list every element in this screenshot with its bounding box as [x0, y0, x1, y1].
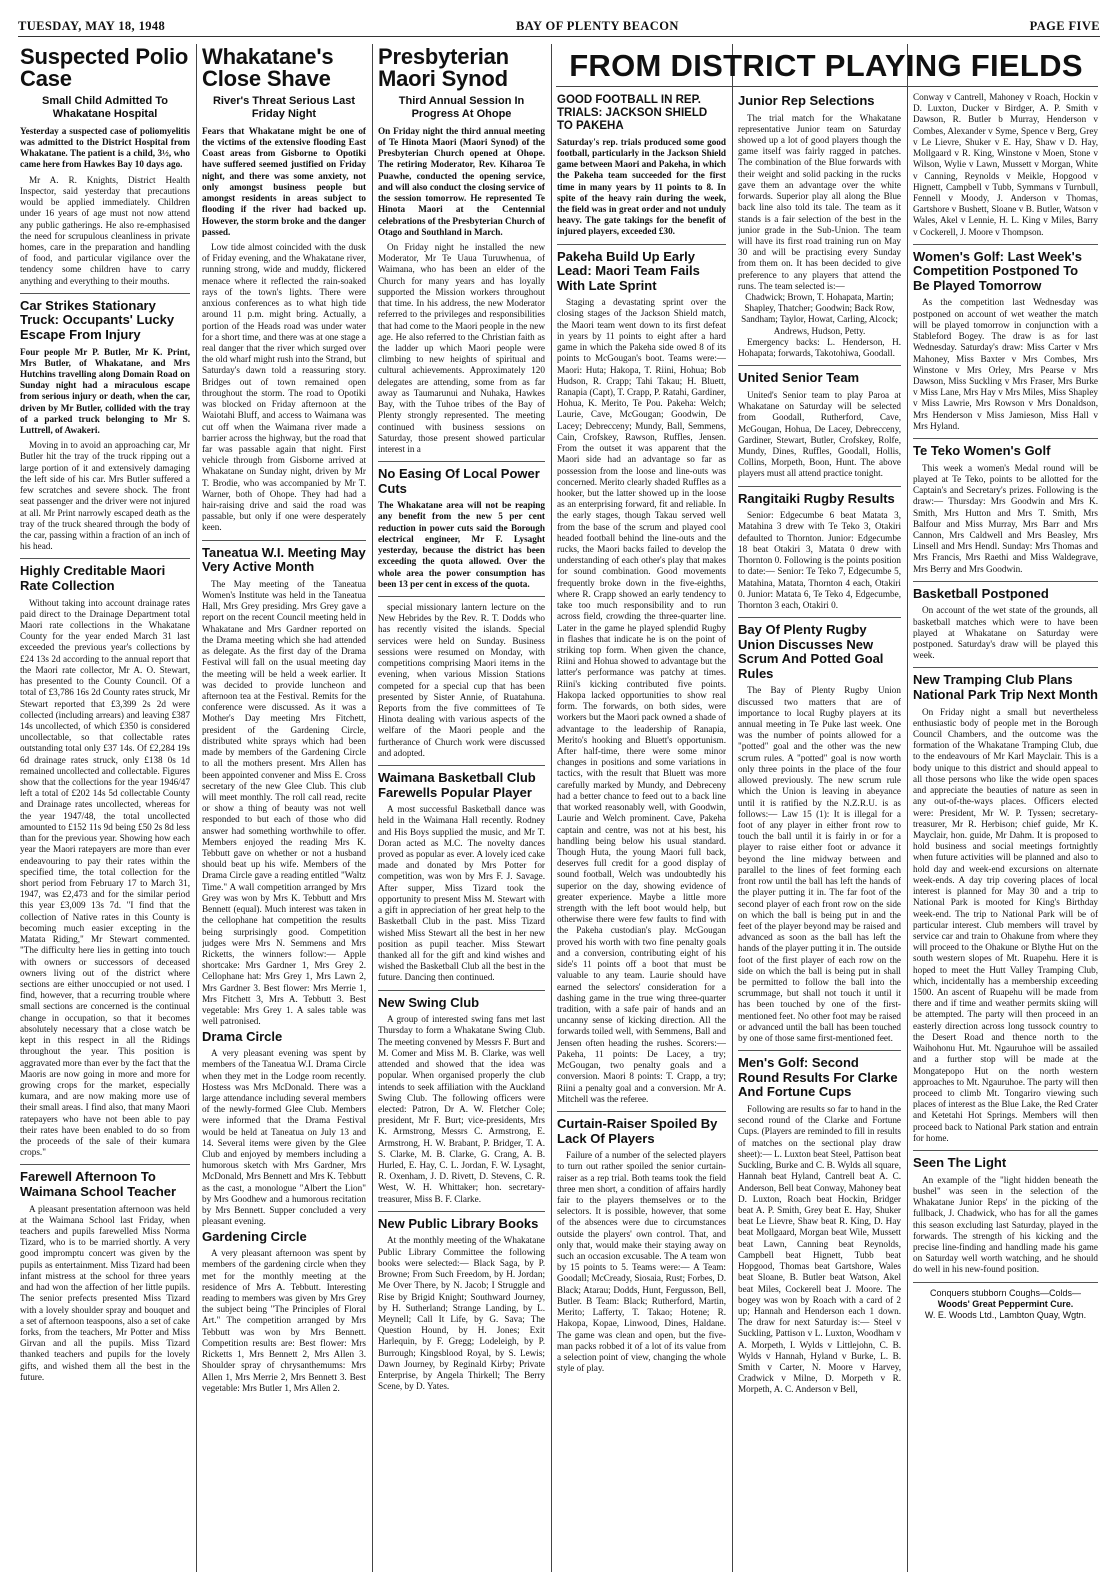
- article-headline: Rangitaiki Rugby Results: [738, 490, 895, 506]
- article-subhead: River's Threat Serious Last Friday Night: [212, 94, 355, 120]
- column-3: [378, 44, 545, 1572]
- article-divider: [738, 486, 901, 487]
- ad-text: Conquers stubborn Coughs—Colds—: [929, 1287, 1082, 1298]
- paper-name: BAY OF PLENTY BEACON: [516, 18, 679, 33]
- article-headline: Seen The Light: [913, 1155, 1007, 1171]
- article-divider: [20, 293, 190, 294]
- article-body: Senior: Edgecumbe 6 beat Matata 3, Matahina 3 drew with Te Teko 3, Otakiri defaulted to Thornton. Junior: Edgecumbe 18 beat Otakiri 3, Matata 0 drew with Thornton 0. Following is the points position to date:— Senior: Te Teko 7, Edgecumbe 5, Matahina, Matata, Thornton 4 each, Otakiri 0. Junior: Matata 6, Te Teko 4, Edgecumbe, Thornton 3 each, Otakiri 0.: [738, 510, 901, 610]
- article-divider: [378, 461, 545, 462]
- article-divider: [738, 1050, 901, 1051]
- article-divider: [913, 581, 1098, 582]
- article-divider: [913, 1282, 1098, 1283]
- column-rule: [907, 44, 908, 1572]
- article-headline: Farewell Afternoon To Waimana School Teacher: [20, 1169, 177, 1200]
- article-body: On Friday night he installed the new Moderator, Mr Te Uaua Turuwhenua, of Waimana, who has been an elder of the Church for many years and has loyally supported the Mission workers throughout that time. In his address, the new Moderator referred to the privileges and responsibilities that had come to the Maori people in the new age. He also referred to the Christian faith as the ladder up which Maori people were climbing to new heights of spiritual and cultural achievements. Approximately 120 delegates are attending, some from as far away as Taumarunui and Nuhaka, Hawkes Bay, with the Tuhoe tribes of the Bay of Plenty strongly represented. The meeting continued with business sessions on Saturday, those present showed particular interest in a: [378, 242, 545, 454]
- article-headline: Junior Rep Selections: [738, 93, 875, 108]
- article-body: United's Senior team to play Paroa at Whakatane on Saturday will be selected from Goodall, Rutherford, Cave, McGougan, Hohua, De Lacey, Debrecceny, Gardiner, Stewart, Butler, Crofskey, Rolfe, Mundy, Dines, Ruffles, Goodall, Hollis, Collins, Morpeth, Boon, Hunt. The above players must all attend practice tonight.: [738, 389, 901, 479]
- article-divider: [738, 617, 901, 618]
- article-body: Without taking into account drainage rates paid direct to the Drainage Department total Maori rate collections in the Whakatane County for the year ended March 31 last exceeded the previous year's collections by £24 13s 2d according to the annual report that the Maori rate collector, Mr A. O. Stewart, has presented to the County Council. Of a total of £3,786 16s 2d County rates struck, Mr Stewart reported that £3,399 2s 2d were collected (including arrears) and leaving £387 14s uncollected, of which £350 is considered uncollectable, so that collectable rates outstanding total only £37 14s. Of £2,284 19s 6d drainage rates struck, only £138 0s 1d remained uncollected and collectable. Figures show that the collections for the year 1946/47 left a total of £202 14s 5d collectable County and Drainage rates uncollected, whereas for the year 1947/48, the total uncollected amounted to £152 11s 9d being £50 2s 8d less than for the previous year. Showing how each year the Maori ratepayers are more than ever endeavouring to pay their rates within the specified time, the total collection for the short period from February 17 to March 31, 1947, was £2,473 and for the similar period this year £3,009 13s 7d. "I find that the collection of Native rates in this County is becoming much easier excepting in the Matata Riding," Mr Stewart commented. "The difficulty here lies in getting into touch with owners or successors of deceased owners living out of the district where sections are either unoccupied or not used. I find, however, that a recurring trouble where small sections are concerned is the continual change in occupation, so that it becomes absolutely necessary that a close watch be kept in this respect in all the Ridings throughout the year. This position is aggravated more than ever by the fact that the Maoris are now going in more and more for growing crops for the market, especially kumara, and are now making more use of their small areas. I find also, that many Maori ratepayers who have not been able to pay their rates have been enabled to do so from the proceeds of the sale of their kumara crops.": [20, 597, 190, 1158]
- article-divider: [738, 365, 901, 366]
- section-header: FROM DISTRICT PLAYING FIELDS: [569, 48, 1083, 83]
- article-headline: Curtain-Raiser Spoiled By Lack Of Players: [557, 1115, 718, 1146]
- article-divider: [913, 438, 1098, 439]
- article-headline: United Senior Team: [738, 370, 860, 386]
- article-headline: Te Teko Women's Golf: [913, 443, 1051, 459]
- article-body: At the monthly meeting of the Whakatane Public Library Committee the following books were selected:— Black Saga, by P. Browne; From Such Freedom, by H. Jordan; Me Over There, by N. Jacob; I Struggle and Rise by Brigid Knight; Southward Journey, by H. Sutherland; Strange Landing, by L. Meynell; Call It Life, by G. Sava; The Question Hound, by H. Jones; Exit Harlequin, by F. Gregg; Lodeleigh, by P. Burrough; Kingsblood Royal, by S. Lewis; Dawn Journey, by Reginald Kirby; Private Enterprise, by Angela Thirkell; The Berry Scene, by D. Yates.: [378, 1235, 545, 1392]
- article-body: Following are results so far to hand in the second round of the Clarke and Fortune Cups. (Players are reminded to fill in results of matches on the sectional play draw sheet):— L. Luxton beat Steel, Pattison beat Suckling, Burke and C. B. Wylds all square, Hannah beat Hyland, Cantrell beat A. C. Anderson, Bell beat Conway, Mahoney beat D. Luxton, Roach beat Hockin, Bridger beat A. P. Smith, Grey beat E. Hay, Shuker beat Le Lievre, Shaw beat R. King, D. Hay beat Mollgaard, Morgan beat Wile, Mussett beat Lawn, Canning beat Reynolds, Campbell beat Hignett, Tubb beat Hopgood, Thomas beat Gartshore, Wales beat Sloane, B. Butler beat Watson, Akel beat Miles, Cockerell beat J. Moore. The bogey was won by Roach with a card of 2 up; Hannah and Henderson each 1 down. The draw for next Saturday is:— Steel v Suckling, Pattison v L. Luxton, Woodham v A. Morpeth, I. Wylds v Littlejohn, C. B. Wylds v Hannah, Hyland v Burke, L. B. Smith v Carter, N. Moore v Harvey, Cradwick v Milne, D. Morpeth v R. Morpeth, A. C. Anderson v Bell,: [738, 1104, 901, 1395]
- article-body: On Friday night a small but nevertheless enthusiastic body of people met in the Borough Council Chambers, and the outcome was the formation of the Whakatane Tramping Club, due to the endeavours of Mr Karl Mayclair. This is a body unique to this district and should appeal to all those persons who like the wide open spaces and appreciate the beauties of nature as seen in any out-of-the-ways places. Officers elected were: President, Mr W. P. Tyssen; secretary-treasurer, Mr R. Herbison; chief guide, Mr K. Mayclair, hon. guide, Mr Dahm. It is proposed to hold business and social meetings fortnightly when future activities will be planned and also to hold day and week-end excursions on alternate week-ends. A day trip covering places of local interest is planned for May 30 and a trip to National Park is mooted for King's Birthday week-end. The trip to National Park will be of particular interest. Club members will travel by service car and train to Ohakune from where they will proceed to the Ohakune or Blythe Hut on the south western slopes of Mt. Ruapehu. Here it is hoped to meet the Hutt Valley Tramping Club, which, incidentally has a membership exceeding 1500. An ascent of Ruapehu will be made from there and if time and weather permits skiing will be attempted. The party will then proceed in an easterly direction across long tussock country to the Desert Road and thence north to the Waihohonu Hut. Mt. Ngauruhoe will be assailed and a further stop will be made at the Mongatepopo Hut on the north western approaches to Mt. Ngauruhoe. The party will then proceed to climb Mt. Tongariro viewing such places of interest as the Blue Lake, the Red Crater and Ketetahi Hot Springs. Members will then proceed back to National Park station and entrain for home.: [913, 706, 1098, 1143]
- article-headline: Taneatua W.I. Meeting May Very Active Month: [202, 544, 366, 575]
- article-body: special missionary lantern lecture on the New Hebrides by the Rev. R. T. Dodds who has recently visited the islands. Special services were held on Sunday. Business sessions were resumed on Monday, with competitions comprising Maori items in the evening, when various Mission Stations competed for a special cup that has been presented by Sister Annie, of Ruatahuna. Reports from the five committees of Te Hinota dealing with various aspects of the welfare of the Maori people and the furtherance of Church work were discussed and adopted.: [378, 602, 545, 758]
- article-headline: New Public Library Books: [378, 1215, 539, 1231]
- article-body: This week a women's Medal round will be played at Te Teko, points to be allotted for the Captain's and Secretary's prizes. Following is the draw:— Thursday: Mrs Goodwin and Mrs K. Smith, Mrs Hutton and Mrs T. Smith, Mrs Balfour and Miss Murray, Mrs Barr and Mrs Cannon, Mrs Caldwell and Mrs Beasley, Mrs Linsell and Mrs Hendl. Sunday: Mrs Thomas and Mrs Francis, Mrs Raethi and Miss Waldegrave, Mrs Berry and Mrs Goodwin.: [913, 462, 1098, 574]
- article-lead: Four people Mr P. Butler, Mr K. Print, Mrs Butler, of Whakatane, and Mrs Hutchins travelling along Domain Road on Sunday night had a miraculous escape from serious injury or death, when the car, driven by Mr Butler, collided with the tray of a parked truck belonging to Mr S. Luttrell, of Awakeri.: [20, 346, 190, 436]
- article-body: The May meeting of the Taneatua Women's Institute was held in the Taneatua Hall, Mrs Grey presiding. Mrs Grey gave a report on the recent Council meeting held in Whakatane and Mrs Gardner reported on the Drama meeting which she had attended as delegate. As the first day of the Drama Festival will fall on the usual meeting day the meeting will be held a week earlier. It was decided to provide luncheon and afternoon tea at the Festival. Remits for the conference were discussed. As it was a Mother's Day meeting Mrs Fitchett, president of the Gardening Circle, distributed white sprays which had been made by members of the Gardening Circle to all the mothers present. Mrs Allen has been appointed convener and Miss E. Cross secretary of the new Glee Club. This club will meet monthly. The roll call read, recite or show a thing of beauty was not well responded to but each of those who did answer had something worthwhile to offer. Members enjoyed the reading Mrs K. Tebbutt gave on whether or not a husband should beat up his wife. Members of the Drama Circle gave a reading entitled "Waltz Time." A wall competition arranged by Mrs Grey was won by Mrs K. Tebbutt and Mrs Bennett (equal). Much interest was taken in the cellophane hat competition the results being surprisingly good. Competition judges were Mrs N. Semmens and Mrs Ricketts, the winners follow:— Apple shortcake: Mrs Gardner 1, Mrs Grey 2. Cellophane hat: Mrs Grey 1, Mrs Lawn 2, Mrs Gardner 3. Best flower: Mrs Merrie 1, Mrs Fitchett 3, Mrs A. Tebbutt 3. Best vegetable: Mrs Grey 1. A sales table was well patronised.: [202, 578, 366, 1027]
- article-headline: GOOD FOOTBALL IN REP. TRIALS: JACKSON SHIELD TO PAKEHA: [557, 94, 708, 132]
- article-headline: Pakeha Build Up Early Lead: Maori Team Fails With Late Sprint: [557, 248, 700, 293]
- article-body: A most successful Basketball dance was held in the Waimana Hall recently. Rodney and His Boys supplied the music, and Mr T. Doran acted as M.C. The novelty dances proved as popular as ever. A lovely iced cake made and donated by Mrs Potter for competition, was won by Mrs F. J. Savage. After supper, Miss Tizard took the opportunity to present Miss M. Stewart with a gift in appreciation of her great help to the Basketball Club in the past. Miss Tizard wished Miss Stewart all the best in her new position as pupil teacher. Miss Stewart thanked all for the gift and kind wishes and wished the Basketball Club all the best in the future. Dancing then continued.: [378, 804, 545, 983]
- article-body: A group of interested swing fans met last Thursday to form a Whakatane Swing Club. The meeting convened by Messrs F. Burt and M. Comer and Miss M. B. Clarke, was well attended and showed that the idea was popular. When organised properly the club intends to seek affiliation with the Auckland Swing Club. The following officers were elected: Patron, Dr A. W. Fletcher Cole; president, Mr F. Burt; vice-presidents, Mrs K. Armstrong, Messrs C. Armstrong, E. Armstrong, H. W. Brabant, P. Bridger, T. A. S. Clarke, M. B. Clarke, G. Crang, A. B. Hurled, E. Hay, C. L. Jordan, F. W. Lysaght, R. Oxenham, J. D. Rivett, D. Stevens, C. R. West, W. H. Whittaker; hon. secretary-treasurer, Miss B. F. Clarke.: [378, 1014, 545, 1204]
- article-lead: Saturday's rep. trials produced some good football, particularly in the Jackson Shield game between Maori and Pakeha, in which the Pakeha team succeeded for the first time in many years by 11 points to 8. In spite of the heavy rain during the week, the field was in great order and not unduly heavy. The gate takings for the benefit of injured players, exceeded £30.: [557, 136, 726, 237]
- article-body: Mr A. R. Knights, District Health Inspector, said yesterday that precautions would be applied immediately. Children under 16 years of age must not now attend any public gatherings. He also re-emphasised the need for scrupulous cleanliness in private homes, care in the preparation and handling of food, and particular vigilance over the tendency some children have to carry anything and everything to their mouths.: [20, 174, 190, 286]
- article-divider: [378, 765, 545, 766]
- article-headline: Gardening Circle: [202, 1228, 307, 1244]
- column-rule: [732, 44, 733, 1572]
- article-body: Failure of a number of the selected players to turn out rather spoiled the senior curtain-raiser as a rep trial. Both teams took the field three men short, a condition of affairs hardly fair to the players themselves or to the selectors. It is possible, however, that some of the absences were due to circumstances outside the players' own control. That, and only that, would make their staying away on such an occasion excusable. The A team won by 15 points to 5. Teams were:— A Team: Goodall; McCready, Siosaia, Rust; Forbes, D. Black; Atarau; Dodds, Hunt, Fergusson, Bell, Butler. B Team: Black; Rutherford, Martin, Merito; Lafferty, T. Takao; Hotene; R. Hakopa, Kopae, Linwood, Dines, Haldane. The game was clean and open, but the five-man packs robbed it of a lot of its value from a selection point of view, changing the whole style of play.: [557, 1150, 726, 1374]
- column-5: [738, 92, 901, 1572]
- article-headline: New Swing Club: [378, 994, 480, 1010]
- issue-date: TUESDAY, MAY 18, 1948: [18, 18, 166, 33]
- ad-address: W. E. Woods Ltd., Lambton Quay, Wgtn.: [924, 1310, 1087, 1321]
- article-headline: Men's Golf: Second Round Results For Clarke And Fortune Cups: [738, 1055, 898, 1100]
- article-headline: Suspected Polio Case: [20, 44, 189, 92]
- article-body: A pleasant presentation afternoon was held at the Waimana School last Friday, when teachers and pupils farewelled Miss Norma Tizard, who is to be married shortly. A very good impromptu concert was given by the pupils as entertainment. Miss Tizard had been infant mistress at the school for three years and had won the affection of her little pupils. The senior prefects presented Miss Tizard with a lovely shoulder spray and bouquet and a set of afternoon teaspoons, also a set of cake forks, from the teachers, Mr Potter and Miss Girvan and all the pupils. Miss Tizard thanked teachers and pupils for the lovely gifts, and wished them all the best in the future.: [20, 1203, 190, 1382]
- article-divider: [913, 244, 1098, 245]
- article-divider: [378, 990, 545, 991]
- article-body: Emergency backs: L. Henderson, H. Hohapata; forwards, Takotohiwa, Goodall.: [738, 336, 901, 359]
- article-divider: [557, 1111, 726, 1112]
- article-body: The trial match for the Whakatane representative Junior team on Saturday showed up a lot of good players though the game itself was fairly ragged in patches. The combination of the Blue forwards with their weight and solid packing in the rucks gave them an advantage over the white forwards. Superior play all along the Blue back line also told its tale. The team as it stands is a fair selection of the best in the junior grade in the Sub-Union. The team will have its first road training run on May 30 and will be practising every Sunday from them on. It has been decided to give preference to any players that attend the runs. The team selected is:—: [738, 112, 901, 291]
- ad-product: Woods' Great Peppermint Cure.: [937, 1298, 1074, 1309]
- article-headline: Basketball Postponed: [913, 585, 1049, 601]
- article-headline: Bay Of Plenty Rugby Union Discusses New Scrum And Potted Goal Rules: [738, 622, 884, 681]
- article-lead: On Friday night the third annual meeting of Te Hinota Maori (Maori Synod) of the Presbyterian Church opened at Ohope. The retiring Moderator, Rev. Kiharoa Te Puawhe, conducted the opening service, and will also conduct the closing service of the session tomorrow. He represented Te Hinota Maori at the Centennial celebrations of the Presbyterian Church of Otago and Southland in March.: [378, 125, 545, 237]
- article-headline: Whakatane's Close Shave: [202, 44, 334, 92]
- article-lead: The Whakatane area will not be reaping any benefit from the new 5 per cent reduction in power cuts said the Borough electrical engineer, Mr F. Lysaght yesterday, because the district has been exceeding the quota allowed. Over the whole area the power consumption has been 13 per cent in excess of the quota.: [378, 500, 545, 589]
- article-lead: Fears that Whakatane might be one of the victims of the extensive flooding East Coast areas from Gisborne to Opotiki have suffered seemed justified on Friday night, and there was some anxiety, not only amongst business people but amongst residents in areas subject to flooding if the river had backed up. However, the storm broke and the danger passed.: [202, 125, 366, 237]
- article-subhead: Third Annual Session In Progress At Ohope: [398, 94, 525, 120]
- article-headline: Drama Circle: [202, 1028, 283, 1044]
- article-subhead: Small Child Admitted To Whakatane Hospital: [42, 94, 168, 120]
- article-divider: [913, 667, 1098, 668]
- article-headline: Waimana Basketball Club Farewells Popular Player: [378, 770, 536, 800]
- column-rule: [196, 44, 197, 1572]
- column-rule: [551, 44, 552, 1572]
- article-lead: Yesterday a suspected case of poliomyelitis was admitted to the District Hospital from Whakatane. The patient is a child, 3½, who came here from Hawkes Bay 10 days ago.: [20, 125, 190, 170]
- article-headline: Presbyterian Maori Synod: [378, 44, 509, 92]
- column-1: [20, 44, 190, 1572]
- column-2: [202, 44, 366, 1572]
- advertisement: [913, 1288, 1098, 1322]
- article-body: On account of the wet state of the grounds, all basketball matches which were to have been played at Whakatane on Saturday were postponed. Saturday's draw will be played this week.: [913, 605, 1098, 661]
- article-divider: [202, 540, 366, 541]
- article-divider: [378, 596, 545, 597]
- article-body: Conway v Cantrell, Mahoney v Roach, Hockin v D. Luxton, Ducker v Birdger, A. P. Smith v Dawson, R. Butler b Murray, Henderson v Combes, Alexander v Syme, Spence v Berg, Grey v Le Lievre, Shuker v E. Hay, Shaw v D. Hay, Mollgaard v R. King, Winstone v Moen, Stone v Wilson, Wylie v Lawn, Mussett v Morgan, White v Canning, Reynolds v Meikle, Hopgood v Hignett, Campbell v Tubb, Symmans v Turnbull, Fennell v Moody, J. Anderson v Thomas, Gartshore v Bushett, Sloane v B. Butler, Watson v Wales, Akel v Lennie, H. L. King v Miles, Barry v Cockerell, J. Moore v Thompson.: [913, 92, 1098, 237]
- article-headline: Highly Creditable Maori Rate Collection: [20, 563, 166, 593]
- column-6: [913, 92, 1098, 1572]
- column-rule: [372, 44, 373, 1572]
- article-body: As the competition last Wednesday was postponed on account of wet weather the match will be played tomorrow in conjunction with a Stableford Bogey. The draw is as for last Wednesday. Saturday's draw: Miss Carter v Mrs Mahoney, Miss Baxter v Mrs Combes, Mrs Winstone v Mrs Orley, Mrs Pearse v Mrs Dawson, Miss Suckling v Mrs Fraser, Mrs Burke v Miss Lane, Mrs Hay v Mrs Miles, Miss Shapley v Miss Lawrie, Mrs Rowson v Mrs Donaldson, Mrs Henderson v Miss Jamieson, Miss Hall v Mrs Hyland.: [913, 297, 1098, 431]
- page-number: PAGE FIVE: [1029, 18, 1100, 33]
- article-body: Moving in to avoid an approaching car, Mr Butler hit the tray of the truck ripping out a large portion of it and extensively damaging the left side of his car. Mrs Butler suffered a few scratches and severe shock. The front seat passenger and the driver were not injured at all. Mr Print narrowly escaped death as the tray of the truck sheared through the body of the car, passing within a fraction of an inch of his head.: [20, 440, 190, 552]
- article-divider: [557, 244, 726, 245]
- article-headline: New Tramping Club Plans National Park Trip Next Month: [913, 672, 1098, 703]
- masthead: [18, 16, 1100, 37]
- article-divider: [20, 558, 190, 559]
- article-divider: [913, 1150, 1098, 1151]
- article-body: A very pleasant evening was spent by members of the Taneatua W.I. Drama Circle when they met in the Lodge room recently. Hostess was Mrs McDonald. There was a large attendance including several members of the newly-formed Glee Club. Members were informed that the Drama Festival would be held at Taneatua on July 13 and 14. Several items were given by the Glee Club and enjoyed by members including a humorous sketch with Mrs Gardner, Mrs McDonald, Mrs Bennett and Mrs K. Tebbutt as the cast, a monologue "Albert the Lion" by Mrs Goodhew and a humorous recitation by Mrs Bennett. Supper concluded a very pleasant evening.: [202, 1048, 366, 1227]
- article-body: The Bay of Plenty Rugby Union discussed two matters that are of importance to local Rugby players at its annual meeting in Te Puke last week. One was the number of points allowed for a "potted" goal and the other was the new scrum rules. A "potted" goal is now worth only three points in the place of the four allowed previously. The new scrum rule which the Union is leaving in abeyance until it is ratified by the N.Z.R.U. is as follows:— Law 15 (1): It is illegal for a foot of any player in either front row to touch the ball until it is fairly in or for a player to raise either foot or advance it beyond the line midway between and parallel to the lines of feet forming each front row until the ball has left the hands of the player putting it in. The far foot of the second player of each front row on the side on which the ball is being put in and the feet of the player beyond may be raised and advanced as soon as the ball has left the hands of the player putting it in. The outside foot of the first player of each row on the side on which the ball is being put in shall be permitted to follow the ball into the scrummage, but shall not touch it until it has been touched by one of the first-mentioned feet. No other foot may be raised or advanced until the ball has been touched by one of those same first-mentioned feet.: [738, 685, 901, 1044]
- article-headline: Car Strikes Stationary Truck: Occupants' Lucky Escape From Injury: [20, 297, 175, 342]
- article-divider: [378, 1211, 545, 1212]
- article-body: An example of the "light hidden beneath the bushel" was seen in the selection of the Whakatane Junior Reps' in the picking of the fullback, J. Chadwick, who has for all the games this season excluding last Saturday, played in the forwards. The strength of his kicking and the precise line-finding and handling made his game on Saturday well worth watching, and he should do well in his new-found position.: [913, 1174, 1098, 1275]
- article-headline: Women's Golf: Last Week's Competition Postponed To Be Played Tomorrow: [913, 248, 1082, 293]
- article-divider: [20, 1164, 190, 1165]
- article-body: A very pleasant afternoon was spent by members of the gardening circle when they met for the monthly meeting at the residence of Mrs A. Tebbutt. Interesting reading to members was given by Mrs Grey the subject being "The Principles of Floral Art." The competition arranged by Mrs Tebbutt was won by Mrs Bennett. Competition results are: Best flower: Mrs Ricketts 1, Mrs Bennett 2, Mrs Allen 3. Shoulder spray of chrysanthemums: Mrs Allen 1, Mrs Merrie 2, Mrs Bennett 3. Best vegetable: Mrs Butler 1, Mrs Allen 2.: [202, 1248, 366, 1393]
- team-list: Chadwick; Brown, T. Hohapata, Martin; Shapley, Thatcher; Goodwin; Back Row, Sandham; Taylor, Howat, Carling, Alcock; Andrews, Hudson, Petty.: [741, 292, 898, 336]
- column-4: [557, 92, 726, 1572]
- article-body: Staging a devastating sprint over the closing stages of the Jackson Shield match, the Maori team went down to its first defeat in years by 11 points to eight after a hard game in which the Pakeha side owed 8 of its points to McGougan's boot. Teams were:— Maori: Huta; Hakopa, T. Riini, Hohua; Bob Hudson, R. Crapp; Tahi Takau; H. Bluett, Ranapia (Capt), T. Crapp, P. Ratahi, Gardiner, Hohua, K. Merito, Te Pou. Pakeha: Welch; Laurie, Cave, McGougan; Goodwin, De Lacey; Debrecceny; Mundy, Ball, Semmens, Cain, Crofskey, Rawson, Ruffles, Jensen. From the outset it was apparent that the Maori side had an advantage so far as possession from the loose and line-outs was concerned. Merito clearly shaded Ruffles as a hooker, but the latter showed up in the loose as an enterprising forward, fit and reliable. In the early stages, though Takau served well from the base of the scrum and played cool headed football behind the line-outs and the rucks, the Maori backs failed to develop the understanding of each other's play that makes for sound combination. Good movements frequently broke down in the five-eighths, where R. Crapp showed an early tendency to take too much responsibility and to run across field, crowding the three-quarter line. Later in the game he played splendid Rugby in flashes that indicate he is on the point of striking top form. When given the chance, Riini and Hohua showed to advantage but the latter's performance was patchy at times. Riini's kicking contributed five points. Hakopa lacked opportunities to show real form. The forwards, on both sides, were workers but the Maori pack owned a shade of advantage to the leadership of Ranapia, Merito's hooking and Bluett's opportunism. After half-time, there were some minor changes in positions and some variations in tactics, with the result that Bluett was more carefully marked by Mundy, and Debreceny had a better chance to feed out to a back line that worked reasonably well, with Goodwin, Laurie and Welch prominent. Cave, Pakeha captain and centre, was not at his best, his handling being below his usual standard. Though Huta, the young Maori full back, deserves full credit for a good display of sound football, Welch was undoubtedly his superior on the day, showing evidence of greater experience. Maybe a little more strength with the left boot would help, but otherwise there were few faults to find with the Pakeha custodian's play. McGougan proved his worth with two fine penalty goals and a conversion, contributing eight of his side's 11 points off a boot that must be valuable to any team. Laurie should have earned the selectors' consideration for a dashing game in the true wing three-quarter tradition, with a safe pair of hands and an uncanny sense of kicking direction. All the forwards toiled well, with Semmens, Ball and Jensen often heading the rushes. Scorers:— Pakeha, 11 points: De Lacey, a try; McGougan, two penalty goals and a conversion. Maori 8 points: T. Crapp, a try; Riini a penalty goal and a conversion. Mr A. Mitchell was the referee.: [557, 297, 726, 1104]
- section-header-rule: [556, 86, 1098, 87]
- article-headline: No Easing Of Local Power Cuts: [378, 466, 540, 496]
- article-body: Low tide almost coincided with the dusk of Friday evening, and the Whakatane river, running strong, wide and muddy, flickered menace where it reflected the rain-soaked rays of the town's lights. There were anxious conferences as to what high tide around 11 p.m. might bring. Actually, a portion of the Heads road was under water for a short time, and there was at one stage a real danger that the river which surged over the old wharf might rush into the Strand, but Saturday's dawn told a reassuring story. Bridges out of town remained open throughout the storm. The road to Opotiki was blocked on Friday afternoon at the Waiotahi Bluff, and access to Waimana was cut off when the Waimana river made a barrier across the highway, but the road that far was passable again that night. First vehicle through from Gisborne arrived at Whakatane on Sunday night, driven by Mr T. Brodie, who was accompanied by Mr T. Warner, both of Ohope. They had had a hair-raising drive and said the road was passable, but only if one were desperately keen.: [202, 242, 366, 533]
